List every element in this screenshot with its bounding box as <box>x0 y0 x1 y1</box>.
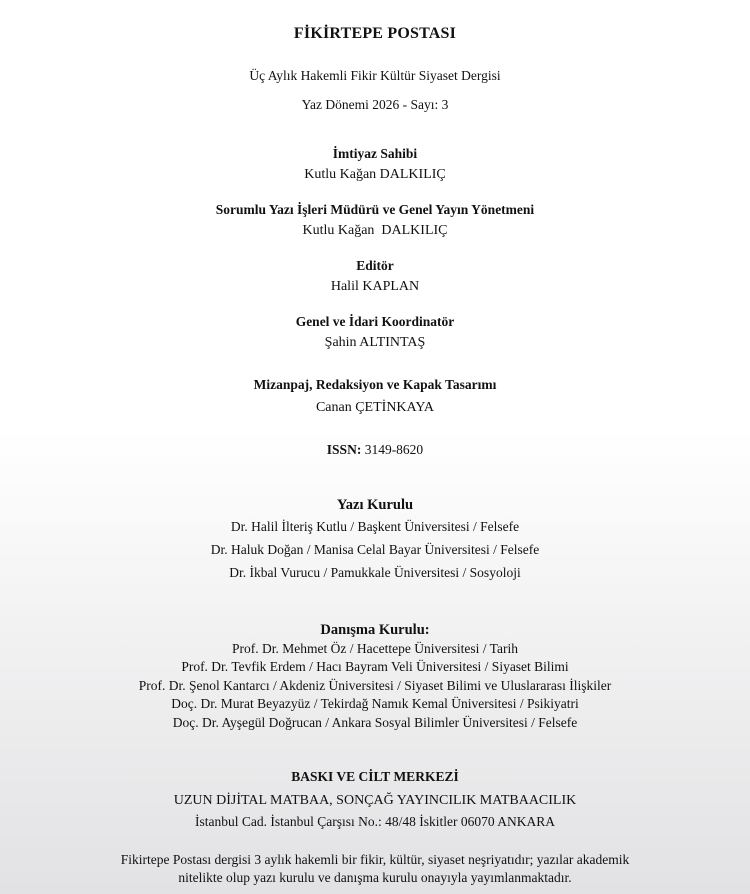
editorial-board-title: Yazı Kurulu <box>336 497 414 513</box>
credit-role-editor-in-chief: Sorumlu Yazı İşleri Müdürü ve Genel Yayın Yönetmeni <box>215 202 535 217</box>
credit-name-editor: Halil KAPLAN <box>330 279 420 294</box>
editorial-board-member: Dr. Halil İlteriş Kutlu / Başkent Üniversitesi / Felsefe <box>230 519 520 534</box>
credit-role-coordinator: Genel ve İdari Koordinatör <box>295 314 455 329</box>
credit-name-owner: Kutlu Kağan DALKILIÇ <box>304 167 446 182</box>
advisory-board-member: Prof. Dr. Mehmet Öz / Hacettepe Üniversitesi / Tarih <box>232 641 518 656</box>
advisory-board-member: Doç. Dr. Murat Beyazyüz / Tekirdağ Namık Kemal Üniversitesi / Psikiyatri <box>171 696 579 711</box>
issn-line <box>0 441 750 459</box>
magazine-subtitle: Üç Aylık Hakemli Fikir Kültür Siyaset Dergisi <box>249 68 501 83</box>
advisory-board-title: Danışma Kurulu: <box>320 622 430 638</box>
printer-name: UZUN DİJİTAL MATBAA, SONÇAĞ YAYINCILIK MATBAACILIK <box>173 793 577 808</box>
magazine-title: FİKİRTEPE POSTASI <box>293 25 457 42</box>
advisory-board-member: Doç. Dr. Ayşegül Doğrucan / Ankara Sosyal Bilimler Üniversitesi / Felsefe <box>172 715 578 730</box>
printer-address: İstanbul Cad. İstanbul Çarşısı No.: 48/48 İskitler 06070 ANKARA <box>195 814 555 829</box>
printer-title: BASKI VE CİLT MERKEZİ <box>291 769 459 784</box>
editorial-board-member: Dr. Haluk Doğan / Manisa Celal Bayar Üniversitesi / Felsefe <box>210 542 540 557</box>
issue-info: Yaz Dönemi 2026 - Sayı: 3 <box>301 97 449 112</box>
publication-note-line-1: Fikirtepe Postası dergisi 3 aylık hakemli bir fikir, kültür, siyaset neşriyatıdır; yazılar akademik <box>120 852 630 867</box>
credit-role-owner: İmtiyaz Sahibi <box>332 146 418 161</box>
editorial-board-member: Dr. İkbal Vurucu / Pamukkale Üniversitesi / Sosyoloji <box>229 565 521 580</box>
credit-role-editor: Editör <box>356 258 394 273</box>
credit-name-design: Canan ÇETİNKAYA <box>315 400 435 415</box>
issn-value: 3149-8620 <box>361 442 424 457</box>
credit-name-coordinator: Şahin ALTINTAŞ <box>324 335 426 350</box>
credit-name-editor-in-chief: Kutlu Kağan DALKILIÇ <box>302 223 448 238</box>
publication-note-line-2: nitelikte olup yazı kurulu ve danışma kurulu onayıyla yayımlanmaktadır. <box>178 870 572 885</box>
advisory-board-member: Prof. Dr. Şenol Kantarcı / Akdeniz Üniversitesi / Siyaset Bilimi ve Uluslararası İlişkiler <box>138 678 612 693</box>
issn-label: ISSN: <box>326 442 362 457</box>
credit-role-design: Mizanpaj, Redaksiyon ve Kapak Tasarımı <box>253 377 497 392</box>
advisory-board-member: Prof. Dr. Tevfik Erdem / Hacı Bayram Veli Üniversitesi / Siyaset Bilimi <box>181 659 569 674</box>
